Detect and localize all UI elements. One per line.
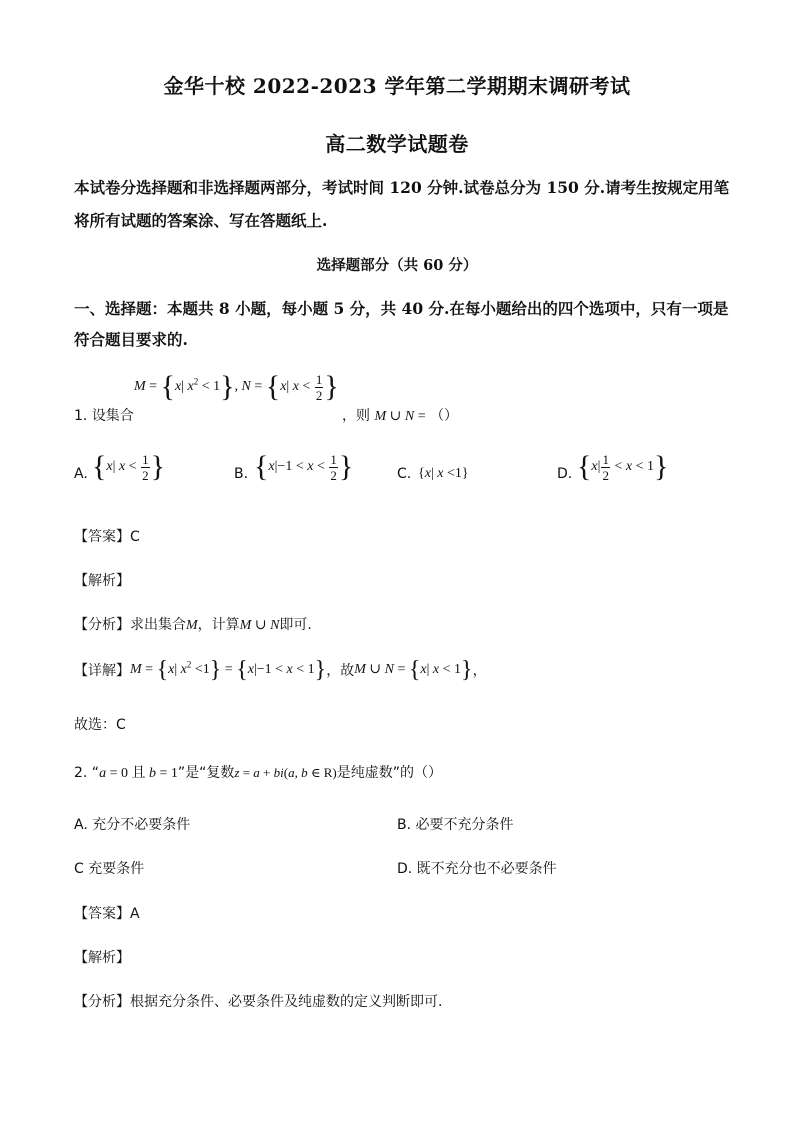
answer-tag: 【答案】 [74,906,130,922]
q1-fenxi-union: M ∪ N [239,618,280,633]
q1-set-n: N = {x| x < $\frac{1}{2}$ } [241,370,339,403]
part-heading: 选择题部分（共 60 分） [316,257,478,274]
exam-title: 金华十校 2022-2023 学年第二学期期末调研考试 [163,74,631,98]
q2-analysis-tag: 【解析】 [74,950,130,966]
q1-option-d: {x| $\frac{1}{2}$ < x < 1} [577,450,669,483]
q1-set-m: M = {x| $x^2 < 1$} [134,370,235,403]
q2-complex: z = a + bi(a, b ∈ R) [234,765,337,780]
q2-answer [74,903,140,923]
q1-option-a: {x| x < $\frac{1}{2}$ } [92,450,165,483]
q1-analysis-tag: 【解析】 [74,573,130,589]
q1-option-b: {x|−1 < x < $\frac{1}{2}$ } [254,450,354,483]
fenxi-tag: 【分析】 [74,617,130,633]
q1-choose: 故选：C [74,717,126,733]
q1-detail-mid: ，故 [326,663,355,679]
q2-option-c: C 充要条件 [74,861,145,877]
q2-fenxi [74,991,442,1011]
q1-fenxi-m: M [186,618,198,633]
q2-option-d: D. 既不充分也不必要条件 [397,861,557,877]
q1-stem [74,405,134,425]
q1-detail-expr2: M ∪ N = {x| x < 1} [354,657,473,683]
q2-option-b: B. 必要不充分条件 [397,817,514,833]
q2-option-a: A. 充分不必要条件 [74,817,191,833]
q1-option-a-label: A. [74,466,88,482]
q1-option-d-label: D. [557,466,573,482]
q1-fenxi-text-2: ，计算 [197,617,240,633]
q2-stem-b: ”是“复数 [177,765,235,781]
q2-answer-value: A [130,906,140,922]
q1-fenxi [74,614,312,634]
q1-detail-expr: M = {x| $x^2 <1\} = \{x|-1 < x < 1\}$ [130,657,327,683]
q1-union-expr: M ∪ N = [374,409,426,424]
q1-stem-end: （） [430,408,459,424]
fenxi-tag: 【分析】 [74,994,130,1010]
section-1-line-2: 符合题目要求的. [74,330,188,349]
detail-tag: 【详解】 [74,663,130,679]
q2-stem-c: 是纯虚数”的（） [336,765,442,781]
q1-set-definitions: M = {x| $x^2 < 1$}, N = {x| x < $\frac{1}{2}$ } [134,370,339,403]
q1-option-c-label: C. [397,466,412,482]
q1-fenxi-text-3: 即可. [279,617,312,633]
section-1-line-1: 一、选择题：本题共 8 小题，每小题 5 分，共 40 分.在每小题给出的四个选项中，只有一项是 [74,299,729,318]
answer-tag: 【答案】 [74,529,130,545]
q2-fenxi-text: 根据充分条件、必要条件及纯虚数的定义判断即可. [130,994,443,1010]
intro-line-1: 本试卷分选择题和非选择题两部分，考试时间 120 分钟.试卷总分为 150 分.请考生按规定用笔 [74,178,730,197]
q1-number: 1. [74,408,88,424]
q1-fenxi-text-1: 求出集合 [130,617,186,633]
q1-option-b-label: B. [234,466,249,482]
q1-stem-tail [342,405,458,425]
q2-stem-a: 2. “ [74,765,100,781]
q1-detail-end: ， [472,663,487,679]
intro-line-2: 将所有试题的答案涂、写在答题纸上. [74,211,328,230]
q1-stem-pre: 设集合 [91,408,134,424]
exam-subtitle: 高二数学试题卷 [325,132,469,156]
q1-option-c: {x| x <1} [418,466,469,481]
q1-answer [74,526,140,546]
q1-detail [74,658,487,682]
q1-answer-value: C [130,529,140,545]
q2-condition: a = 0 且 b = 1 [99,766,178,781]
q2-stem [74,762,442,782]
q1-stem-post: ，则 [342,408,370,424]
